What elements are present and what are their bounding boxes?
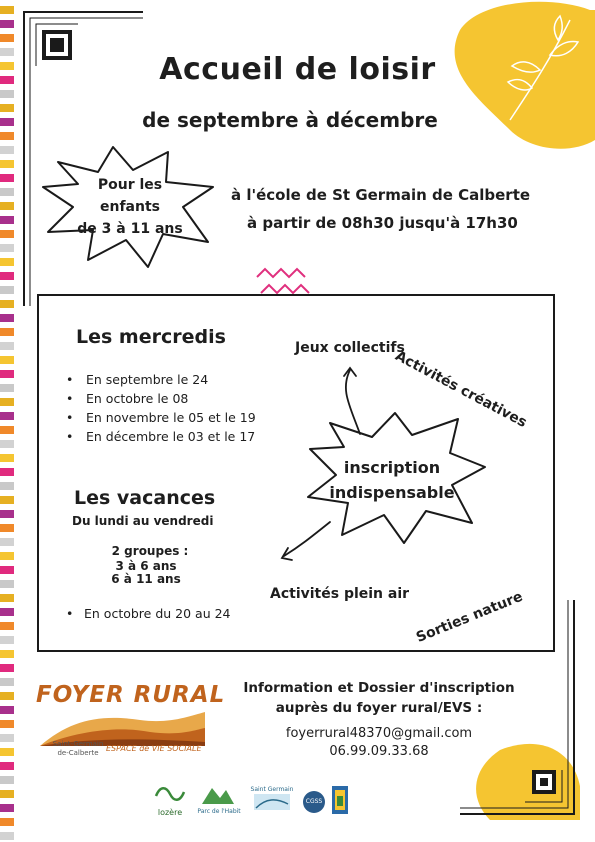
stripe [0, 258, 14, 266]
stripe [0, 664, 14, 672]
stripe [0, 510, 14, 518]
wednesdays-title: Les mercredis [76, 326, 226, 348]
stripe [0, 804, 14, 812]
activity-creative: Activités créatives [392, 348, 530, 431]
location-place: à l'école de St Germain de Calberte [231, 186, 531, 204]
stripe [0, 748, 14, 756]
stripe [0, 776, 14, 784]
stripe [0, 580, 14, 588]
stripe [0, 678, 14, 686]
stripe [0, 762, 14, 770]
stripe [0, 314, 14, 322]
inscription-line-1: inscription [343, 458, 441, 477]
partner-lozere: lozère [157, 808, 183, 817]
holidays-title: Les vacances [74, 487, 216, 509]
stripe [0, 384, 14, 392]
activity-games: Jeux collectifs [295, 340, 405, 356]
stripe [0, 818, 14, 826]
stripe [0, 790, 14, 798]
stripe [0, 90, 14, 98]
stripe [0, 706, 14, 714]
stripe [0, 734, 14, 742]
stripe [0, 440, 14, 448]
inscription-line-2: indispensable [329, 483, 455, 502]
stripe [0, 244, 14, 252]
partner-parc: Parc de l'Habit [197, 808, 241, 815]
logo-location-line-1: Saint-Germain [52, 740, 104, 748]
stripe [0, 356, 14, 364]
info-line-1: Information et Dossier d'inscription [243, 680, 515, 696]
stripe [0, 496, 14, 504]
wednesdays-dates [66, 370, 256, 446]
stripe [0, 622, 14, 630]
stripe [0, 160, 14, 168]
stripe [0, 328, 14, 336]
stripe [0, 412, 14, 420]
stripe [0, 370, 14, 378]
stripe [0, 216, 14, 224]
audience-line-1: Pour les [97, 177, 163, 193]
stripe [0, 132, 14, 140]
activity-nature: Sorties nature [414, 588, 526, 646]
stripe [0, 650, 14, 658]
stripe [0, 6, 14, 14]
audience-text [60, 174, 200, 240]
stripe [0, 286, 14, 294]
stripe [0, 524, 14, 532]
stripe [0, 146, 14, 154]
stripe [0, 482, 14, 490]
stripe [0, 272, 14, 280]
stripe [0, 538, 14, 546]
stripe [0, 230, 14, 238]
phone[interactable]: 06.99.09.33.68 [329, 744, 429, 759]
stripe [0, 188, 14, 196]
stripe [0, 398, 14, 406]
list-item: • En octobre le 08 [66, 389, 256, 408]
october-holidays: • En octobre du 20 au 24 [66, 606, 231, 621]
decorative-stripes [0, 0, 14, 842]
page-subtitle: de septembre à décembre [142, 108, 438, 132]
logo-location-line-2: de-Calberte [57, 749, 99, 757]
list-item: • En septembre le 24 [66, 370, 256, 389]
stripe [0, 552, 14, 560]
saint-germain-logo-icon [252, 790, 292, 814]
stripe [0, 608, 14, 616]
info-line-2: auprès du foyer rural/EVS : [275, 700, 483, 716]
stripe [0, 20, 14, 28]
logo-location [48, 740, 108, 758]
stripe [0, 468, 14, 476]
stripe [0, 720, 14, 728]
logo-tagline: ESPACE de VIE SOCIALE [106, 744, 202, 753]
stripe [0, 426, 14, 434]
stripe [0, 342, 14, 350]
stripe [0, 104, 14, 112]
stripe [0, 34, 14, 42]
groups-label: 2 groupes : [111, 544, 189, 558]
stripe [0, 202, 14, 210]
activity-outdoor: Activités plein air [270, 586, 410, 602]
group-1: 3 à 6 ans [115, 559, 177, 573]
stripe [0, 832, 14, 840]
location-hours: à partir de 08h30 jusqu'à 17h30 [247, 214, 518, 232]
email[interactable]: foyerrural48370@gmail.com [285, 726, 473, 741]
page-title: Accueil de loisir [159, 52, 436, 87]
list-item: • En décembre le 03 et le 17 [66, 427, 256, 446]
stripe [0, 594, 14, 602]
stripe [0, 636, 14, 644]
caf-logo-icon [332, 786, 348, 814]
foyer-rural-logo: FOYER RURAL [36, 682, 226, 708]
stripe [0, 692, 14, 700]
stripe [0, 300, 14, 308]
partner-saint-germain: Saint Germain [250, 786, 294, 793]
stripe [0, 118, 14, 126]
stripe [0, 174, 14, 182]
group-2: 6 à 11 ans [111, 572, 181, 586]
partner-cgss: CGSS [305, 798, 323, 805]
stripe [0, 454, 14, 462]
holidays-days: Du lundi au vendredi [72, 514, 214, 528]
stripe [0, 566, 14, 574]
audience-line-3: de 3 à 11 ans [77, 221, 183, 237]
parc-logo-icon [198, 782, 238, 808]
list-item: • En novembre le 05 et le 19 [66, 408, 256, 427]
audience-line-2: enfants [100, 199, 160, 215]
